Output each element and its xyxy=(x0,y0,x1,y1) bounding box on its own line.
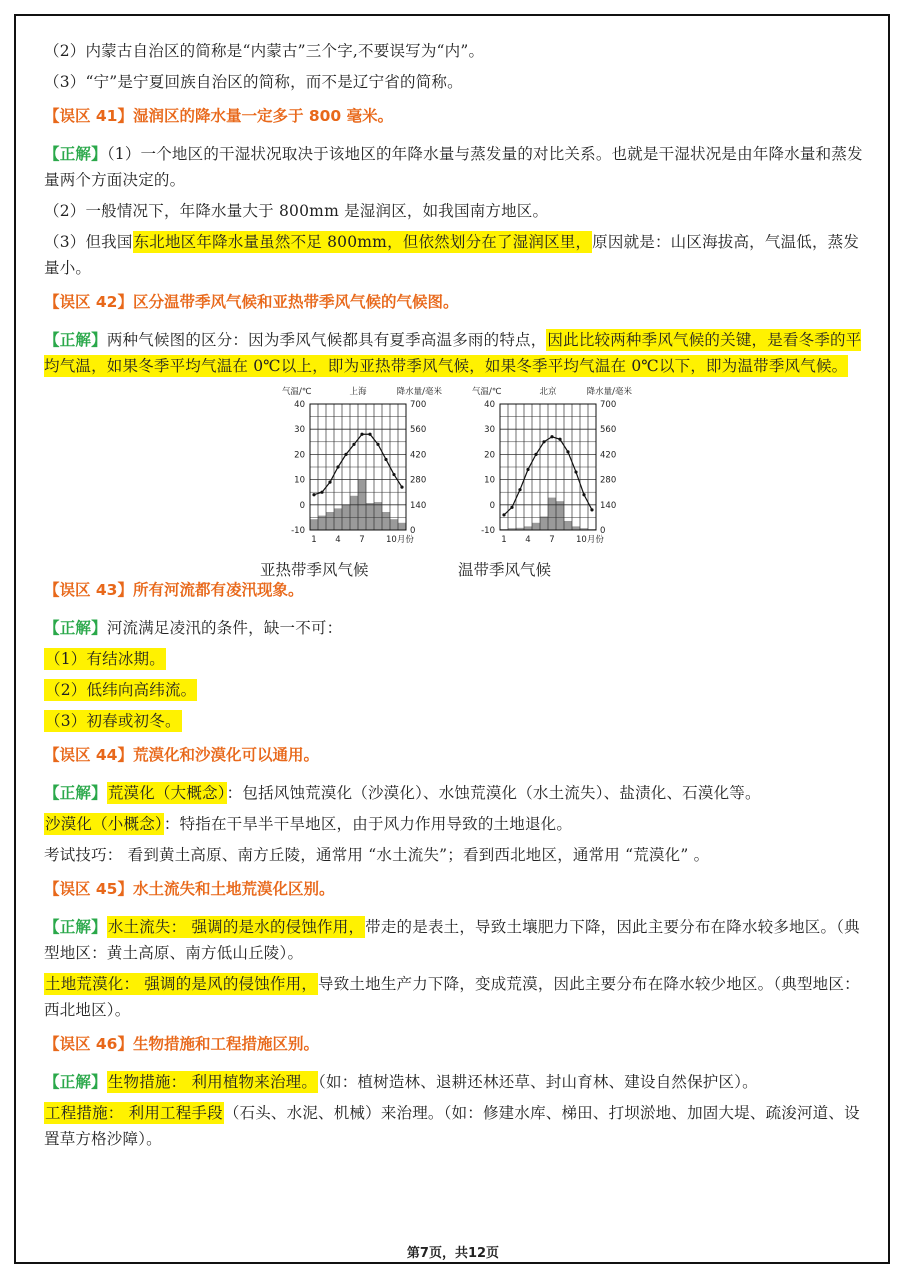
climate-chart-beijing-svg xyxy=(472,384,632,556)
x-tick-label: 10月份 xyxy=(386,535,414,545)
right-tick-label: 280 xyxy=(600,475,617,486)
precip-bar xyxy=(366,503,374,530)
x-tick-label: 7 xyxy=(549,535,555,545)
chart-title: 上海 xyxy=(349,387,367,397)
section-44-p2-highlight: 沙漠化（小概念） xyxy=(45,815,163,833)
temperature-point xyxy=(352,443,355,446)
temperature-point xyxy=(510,506,513,509)
section-43-item-1 xyxy=(44,646,866,672)
climate-chart-beijing xyxy=(472,384,632,560)
section-44-p3: 考试技巧： 看到黄土高原、南方丘陵，通常用 “水土流失”；看到西北地区，通常用 “荒漠化” 。 xyxy=(44,846,710,864)
climate-chart-shanghai-svg xyxy=(282,384,442,556)
temperature-point xyxy=(400,486,403,489)
chart-title: 北京 xyxy=(539,387,557,397)
x-tick-label: 1 xyxy=(311,535,317,545)
section-43-item-2-text: （2）低纬向高纬流。 xyxy=(45,681,197,699)
precip-bar xyxy=(326,512,334,530)
left-tick-label: 10 xyxy=(484,475,495,486)
section-43-item-1-text: （1）有结冰期。 xyxy=(45,650,165,668)
precip-bar xyxy=(564,521,572,530)
section-42-title: 【误区 42】区分温带季风气候和亚热带季风气候的气候图。 xyxy=(44,293,459,311)
section-43-item-3-text: （3）初春或初冬。 xyxy=(45,712,181,730)
section-42-p1 xyxy=(44,327,866,379)
section-42-p1-a: 两种气候图的区分：因为季风气候都具有夏季高温多雨的特点， xyxy=(106,331,547,349)
right-tick-label: 560 xyxy=(600,425,617,436)
section-41-p3-a: （3）但我国 xyxy=(44,233,133,251)
x-tick-label: 1 xyxy=(501,535,507,545)
precip-bar xyxy=(318,516,326,530)
section-46-p1 xyxy=(44,1069,866,1095)
section-41-title: 【误区 41】湿润区的降水量一定多于 800 毫米。 xyxy=(44,107,394,125)
precip-bar xyxy=(532,523,540,530)
temperature-point xyxy=(582,493,585,496)
temperature-point xyxy=(502,513,505,516)
section-46-title: 【误区 46】生物措施和工程措施区别。 xyxy=(44,1035,319,1053)
section-43-p1-text: 河流满足凌汛的条件，缺一不可： xyxy=(106,619,343,637)
answer-tag: 【正解】 xyxy=(44,784,107,802)
left-tick-label: 30 xyxy=(484,425,495,436)
y-axis-right-label: 降水量/毫米 xyxy=(396,387,442,397)
temperature-point xyxy=(590,508,593,511)
precip-bar xyxy=(548,498,556,530)
right-tick-label: 280 xyxy=(410,475,427,486)
y-axis-left-label: 气温/℃ xyxy=(282,387,312,397)
temperature-point xyxy=(344,453,347,456)
section-43-title: 【误区 43】所有河流都有凌汛现象。 xyxy=(44,581,304,599)
section-46-p2-b: （石头、水泥、机械）来治理。（如：修建水库、梯田、打坝淤地、加固大堤、疏浚河道、设置草方格沙障）。 xyxy=(44,1104,860,1148)
left-tick-label: 10 xyxy=(294,475,305,486)
temperature-point xyxy=(534,453,537,456)
left-tick-label: 30 xyxy=(294,425,305,436)
section-44-p2 xyxy=(44,811,866,837)
temperature-point xyxy=(368,433,371,436)
precip-bar xyxy=(374,502,382,530)
section-45-p1-highlight: 水土流失： 强调的是水的侵蚀作用， xyxy=(107,918,365,936)
climate-charts xyxy=(44,384,866,579)
precip-bar xyxy=(350,496,358,530)
precip-bar xyxy=(572,526,580,530)
x-tick-label: 10月份 xyxy=(576,535,604,545)
section-41-p3-highlight: 东北地区年降水量虽然不足 800mm，但依然划分在了湿润区里， xyxy=(133,233,592,251)
x-tick-label: 4 xyxy=(525,535,531,545)
temperature-point xyxy=(518,488,521,491)
section-45-p1 xyxy=(44,914,866,966)
section-41-p3 xyxy=(44,229,866,281)
left-tick-label: 40 xyxy=(484,400,495,410)
x-tick-label: 7 xyxy=(359,535,365,545)
intro-line-2: （2）内蒙古自治区的简称是“内蒙古”三个字,不要误写为“内”。 xyxy=(44,42,485,60)
x-tick-label: 4 xyxy=(335,535,341,545)
right-tick-label: 0 xyxy=(600,526,606,536)
answer-tag: 【正解】 xyxy=(44,145,107,163)
left-tick-label: 0 xyxy=(299,500,305,511)
left-tick-label: 20 xyxy=(484,450,495,461)
precip-bar xyxy=(540,517,548,531)
precip-bar xyxy=(398,523,406,530)
section-46-p2 xyxy=(44,1100,866,1152)
temperature-point xyxy=(360,433,363,436)
temperature-point xyxy=(566,450,569,453)
section-44-title: 【误区 44】荒漠化和沙漠化可以通用。 xyxy=(44,746,319,764)
left-tick-label: 20 xyxy=(294,450,305,461)
temperature-point xyxy=(376,443,379,446)
precip-bar xyxy=(524,526,532,530)
section-45-p2-b: 导致土地生产力下降，变成荒漠，因此主要分布在降水较少地区。（典型地区：西北地区）。 xyxy=(44,975,860,1019)
section-44-p1-b: ：包括风蚀荒漠化（沙漠化）、水蚀荒漠化（水土流失）、盐渍化、石漠化等。 xyxy=(226,784,761,802)
section-44-p2-b: ：特指在干旱半干旱地区，由于风力作用导致的土地退化。 xyxy=(163,815,573,833)
answer-tag: 【正解】 xyxy=(44,331,107,349)
precip-bar xyxy=(556,501,564,530)
section-44-p1 xyxy=(44,780,866,806)
left-tick-label: -10 xyxy=(291,526,305,536)
left-tick-label: 40 xyxy=(294,400,305,410)
section-45-p2 xyxy=(44,971,866,1023)
precip-bar xyxy=(382,512,390,530)
section-41-p1 xyxy=(44,141,866,193)
left-tick-label: -10 xyxy=(481,526,495,536)
answer-tag: 【正解】 xyxy=(44,1073,107,1091)
temperature-point xyxy=(328,481,331,484)
section-45-p2-highlight: 土地荒漠化： 强调的是风的侵蚀作用， xyxy=(45,975,318,993)
section-41-p2: （2）一般情况下，年降水量大于 800mm 是湿润区，如我国南方地区。 xyxy=(44,202,549,220)
y-axis-right-label: 降水量/毫米 xyxy=(586,387,632,397)
section-43-item-2 xyxy=(44,677,866,703)
section-43-item-3 xyxy=(44,708,866,734)
precip-bar xyxy=(310,519,318,530)
section-41-p3-b: 原因就是：山区海拔高，气温低，蒸发量小。 xyxy=(44,233,860,277)
temperature-point xyxy=(558,438,561,441)
right-tick-label: 420 xyxy=(410,450,427,461)
y-axis-left-label: 气温/℃ xyxy=(472,387,502,397)
section-43-p1 xyxy=(44,615,866,641)
temperature-point xyxy=(542,440,545,443)
right-tick-label: 700 xyxy=(410,400,427,410)
precip-bar xyxy=(334,508,342,530)
section-46-p1-b: （如：植树造林、退耕还林还草、封山育林、建设自然保护区）。 xyxy=(318,1073,758,1091)
right-tick-label: 140 xyxy=(600,500,617,511)
left-tick-label: 0 xyxy=(489,500,495,511)
right-tick-label: 0 xyxy=(410,526,416,536)
right-tick-label: 700 xyxy=(600,400,617,410)
section-42-p1-highlight: 因此比较两种季风气候的关键，是看冬季的平均气温，如果冬季平均气温在 0℃以上，即为亚热带季风气候，如果冬季平均气温在 0℃以下，即为温带季风气候。 xyxy=(44,331,862,375)
section-46-p1-highlight: 生物措施： 利用植物来治理。 xyxy=(107,1073,318,1091)
section-46-p2-highlight: 工程措施： 利用工程手段 xyxy=(45,1104,223,1122)
temperature-point xyxy=(312,493,315,496)
temperature-point xyxy=(320,491,323,494)
caption-subtropical: 亚热带季风气候 xyxy=(260,561,369,579)
page-footer: 第7页，共12页 xyxy=(406,1246,500,1261)
temperature-point xyxy=(384,458,387,461)
section-41-p1-text: （1）一个地区的干湿状况取决于该地区的年降水量与蒸发量的对比关系。也就是干湿状况是由年降水量和蒸发量两个方面决定的。 xyxy=(44,145,863,189)
right-tick-label: 140 xyxy=(410,500,427,511)
temperature-point xyxy=(392,473,395,476)
section-45-p1-b: 带走的是表土，导致土壤肥力下降，因此主要分布在降水较多地区。（典型地区：黄土高原、南方低山丘陵）。 xyxy=(44,918,860,962)
temperature-point xyxy=(336,465,339,468)
answer-tag: 【正解】 xyxy=(44,918,107,936)
page-content xyxy=(44,38,866,1157)
right-tick-label: 560 xyxy=(410,425,427,436)
temperature-point xyxy=(574,470,577,473)
temperature-point xyxy=(550,435,553,438)
climate-chart-shanghai xyxy=(282,384,442,560)
temperature-point xyxy=(526,468,529,471)
caption-temperate: 温带季风气候 xyxy=(458,561,552,579)
intro-line-3: （3）“宁”是宁夏回族自治区的简称，而不是辽宁省的简称。 xyxy=(44,73,463,91)
answer-tag: 【正解】 xyxy=(44,619,107,637)
section-44-p1-highlight: 荒漠化（大概念） xyxy=(107,784,226,802)
precip-bar xyxy=(390,519,398,530)
right-tick-label: 420 xyxy=(600,450,617,461)
section-45-title: 【误区 45】水土流失和土地荒漠化区别。 xyxy=(44,880,335,898)
